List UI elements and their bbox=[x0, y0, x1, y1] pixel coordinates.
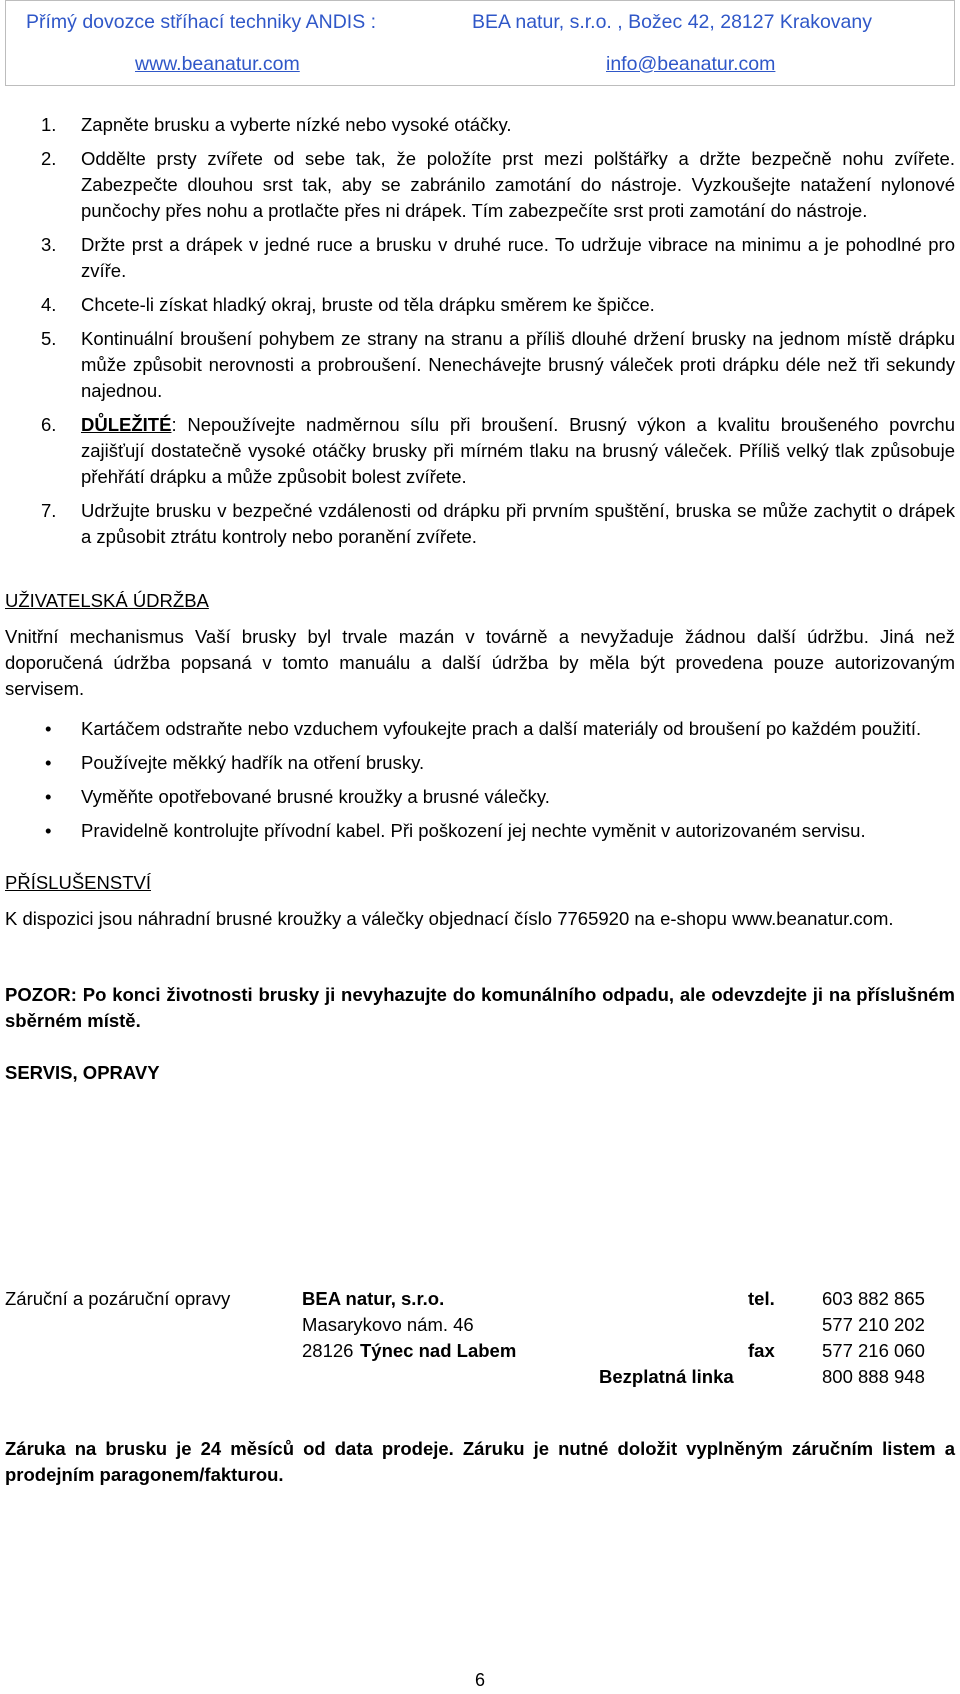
tel-number-2: 577 210 202 bbox=[822, 1314, 925, 1335]
page-number: 6 bbox=[474, 1670, 485, 1690]
step-item bbox=[5, 326, 955, 404]
steps-list bbox=[5, 112, 955, 550]
bullet-icon: • bbox=[45, 786, 52, 807]
step-number: 5. bbox=[41, 328, 57, 349]
service-label: Záruční a pozáruční opravy bbox=[5, 1288, 231, 1309]
step-item bbox=[5, 498, 955, 550]
tel-label: tel. bbox=[748, 1288, 775, 1309]
accessories-heading: PŘÍSLUŠENSTVÍ bbox=[5, 872, 151, 893]
service-street: Masarykovo nám. 46 bbox=[302, 1314, 474, 1335]
accessories-text: K dispozici jsou náhradní brusné kroužky a válečky objednací číslo 7765920 na e-shopu www.beanatur.com. bbox=[5, 908, 894, 929]
important-label: DŮLEŽITÉ bbox=[81, 414, 172, 435]
bullet-icon: • bbox=[45, 718, 52, 739]
header-company-address: BEA natur, s.r.o. , Božec 42, 28127 Krakovany bbox=[472, 11, 872, 33]
step-item bbox=[5, 112, 955, 138]
fax-number: 577 216 060 bbox=[822, 1340, 925, 1361]
step-number: 6. bbox=[41, 414, 57, 435]
bullet-item bbox=[5, 750, 955, 776]
instructions-content bbox=[5, 112, 955, 1086]
header-email-link[interactable]: info@beanatur.com bbox=[606, 53, 776, 75]
step-number: 4. bbox=[41, 294, 57, 315]
warranty-note: Záruka na brusku je 24 měsíců od data prodeje. Záruku je nutné doložit vyplněným záručním listem a prodejním paragonem/fakturou. bbox=[5, 1438, 955, 1485]
step-item bbox=[5, 412, 955, 490]
bullet-text: Používejte měkký hadřík na otření brusky. bbox=[81, 752, 425, 773]
step-text: Kontinuální broušení pohybem ze strany na stranu a příliš dlouhé držení brusky na jednom místě drápku může způsobit nerovnosti a probroušení. Nenechávejte brusný váleček proti drápku déle než tři sekundy najednou. bbox=[81, 328, 955, 401]
bullet-item bbox=[5, 818, 955, 844]
step-text: Oddělte prsty zvířete od sebe tak, že položíte prst mezi polštářky a držte bezpečně nohu zvířete. Zabezpečte dlouhou srst tak, aby se zabránilo zamotání do nástroje. Vyzkoušejte natažení nylonové punčochy přes nohu a protlačte přes ni drápek. Tím zabezpečíte srst proti zamotání do nástroje. bbox=[81, 148, 955, 221]
tel-number-1: 603 882 865 bbox=[822, 1288, 925, 1309]
fax-label: fax bbox=[748, 1340, 775, 1361]
maintenance-intro: Vnitřní mechanismus Vaší brusky byl trvale mazán v továrně a nevyžaduje žádnou další údržbu. Jiná než doporučená údržba popsaná v tomto manuálu a další údržba by měla být provedena pouze autorizovaným servisem. bbox=[5, 626, 955, 699]
bullet-item bbox=[5, 716, 955, 742]
bullet-icon: • bbox=[45, 820, 52, 841]
header-importer: Přímý dovozce stříhací techniky ANDIS : bbox=[26, 11, 377, 33]
service-heading: SERVIS, OPRAVY bbox=[5, 1062, 160, 1083]
bullet-item bbox=[5, 784, 955, 810]
step-item bbox=[5, 232, 955, 284]
free-line-number: 800 888 948 bbox=[822, 1366, 925, 1387]
maintenance-bullets bbox=[5, 716, 955, 844]
step-text: Chcete-li získat hladký okraj, bruste od těla drápku směrem ke špičce. bbox=[81, 294, 655, 315]
bullet-text: Vyměňte opotřebované brusné kroužky a brusné válečky. bbox=[81, 786, 550, 807]
maintenance-heading: UŽIVATELSKÁ ÚDRŽBA bbox=[5, 590, 209, 611]
step-text: Zapněte brusku a vyberte nízké nebo vysoké otáčky. bbox=[81, 114, 512, 135]
step-number: 2. bbox=[41, 148, 57, 169]
step-number: 7. bbox=[41, 500, 57, 521]
step-number: 3. bbox=[41, 234, 57, 255]
step-item bbox=[5, 146, 955, 224]
header-web-link[interactable]: www.beanatur.com bbox=[135, 53, 300, 75]
step-text: Držte prst a drápek v jedné ruce a brusku v druhé ruce. To udržuje vibrace na minimu a je pohodlné pro zvíře. bbox=[81, 234, 955, 281]
service-city: Týnec nad Labem bbox=[360, 1340, 517, 1361]
bullet-text: Kartáčem odstraňte nebo vzduchem vyfoukejte prach a další materiály od broušení po každém použití. bbox=[81, 718, 922, 739]
service-zip: 28126 bbox=[302, 1340, 354, 1361]
bullet-text: Pravidelně kontrolujte přívodní kabel. Při poškození jej nechte vyměnit v autorizovaném servisu. bbox=[81, 820, 866, 841]
disposal-warning: POZOR: Po konci životnosti brusky ji nevyhazujte do komunálního odpadu, ale odevzdejte ji na příslušném sběrném místě. bbox=[5, 984, 955, 1031]
step-item bbox=[5, 292, 955, 318]
bullet-icon: • bbox=[45, 752, 52, 773]
free-line-label: Bezplatná linka bbox=[599, 1366, 734, 1387]
step-number: 1. bbox=[41, 114, 57, 135]
page-header bbox=[5, 0, 955, 86]
step-text: : Nepoužívejte nadměrnou sílu při broušení. Brusný výkon a kvalitu broušeného povrchu zajišťují dostatečně vysoké otáčky brusky při mírném tlaku na brusný váleček. Příliš velký tlak způsobuje přehřátí drápku a může způsobit bolest zvířete. bbox=[81, 414, 955, 487]
service-company: BEA natur, s.r.o. bbox=[302, 1288, 445, 1309]
step-text: Udržujte brusku v bezpečné vzdálenosti od drápku při prvním spuštění, bruska se může zachytit o drápek a způsobit ztrátu kontroly nebo poranění zvířete. bbox=[81, 500, 955, 547]
